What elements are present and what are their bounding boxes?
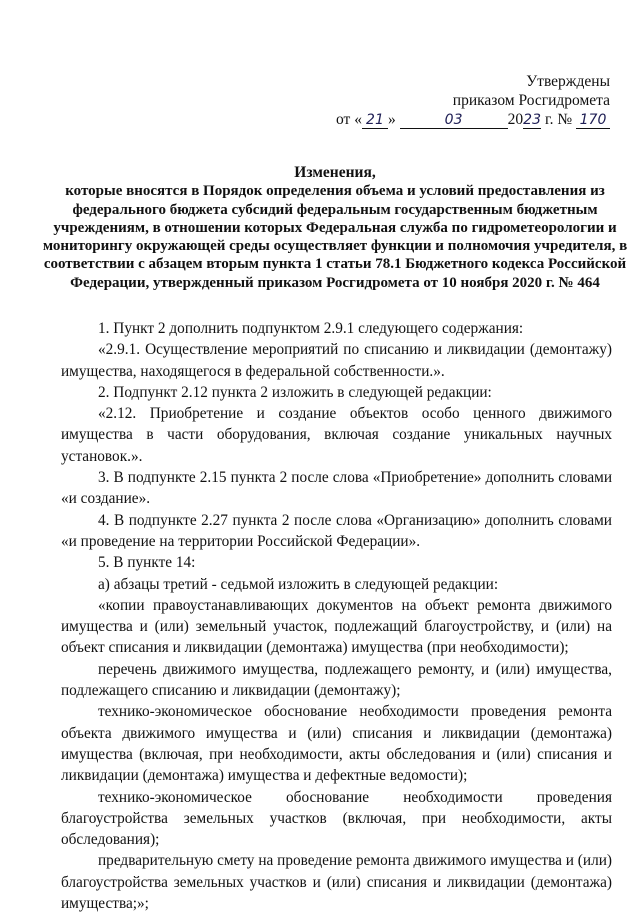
paragraph: а) абзацы третий - седьмой изложить в следующей редакции: [98,575,499,593]
paragraph: «копии правоустанавливающих документов на объект ремонта движимого имущества и (или) земельный участок, подлежащий благоустройству, и (или) на объект списания и ликвидации (демонтажа) имущества (при необходимости); [61,596,612,657]
approval-day: 21 [362,113,388,129]
paragraph: 2. Подпункт 2.12 пункта 2 изложить в следующей редакции: [98,383,492,401]
paragraph: предварительную смету на проведение ремонта движимого имущества и (или) благоустройства земельных участков и (или) списания и ликвидации (демонтажа) имущества;»; [61,852,612,913]
paragraph: «2.9.1. Осуществление мероприятий по списанию и ликвидации (демонтажу) имущества, находящегося в федеральной собственности.». [61,341,612,380]
paragraph: 3. В подпункте 2.15 пункта 2 после слова «Приобретение» дополнить словами «и создание». [61,469,612,508]
title-body: которые вносятся в Порядок определения объема и условий предоставления из федерального бюджета субсидий федеральным государственным бюджетным учреждениям, в отношении которых Федеральная служба по гидрометеорологии и мониторингу окружающей среды осуществляет функции и полномочия учредителя, в соответствии с абзацем вторым пункта 1 статьи 78.1 Бюджетного кодекса Российской Федерации, утвержденный приказом Росгидромета от 10 ноября 2020 г. № 464 [42,183,628,291]
document-title [40,164,630,292]
approval-number: 170 [576,113,610,129]
approval-line-order: приказом Росгидромета [452,92,610,109]
approval-year-prefix: 20 [507,111,524,128]
document-body [61,318,612,914]
paragraph: 1. Пункт 2 дополнить подпунктом 2.9.1 следующего содержания: [98,320,524,337]
paragraph: технико-экономическое обоснование необходимости проведения ремонта объекта движимого имущества и (или) списания и ликвидации (демонтажа) имущества (включая, при необходимости, акты обследования и (или) списания и ликвидации (демонтажа) имущества и дефектные ведомости); [61,703,612,785]
approval-date-number [330,110,610,129]
paragraph: технико-экономическое обоснование необходимости проведения благоустройства земельных участков (включая, при необходимости, акты обследования); [61,788,612,849]
approval-from: от « [336,111,362,128]
title-heading: Изменения, [294,164,376,181]
approval-month: 03 [400,113,508,129]
paragraph: «2.12. Приобретение и создание объектов особо ценного движимого имущества в части оборудования, включая создание уникальных научных установок.». [61,405,612,465]
paragraph: перечень движимого имущества, подлежащего ремонту, и (или) имущества, подлежащего списанию и ликвидации (демонтажу); [61,660,612,700]
paragraph: 5. В пункте 14: [98,554,196,572]
approval-block [330,72,610,129]
approval-line-approved: Утверждены [526,73,610,90]
approval-close-quote: » [387,111,396,128]
paragraph: 4. В подпункте 2.27 пункта 2 после слова «Организацию» дополнить словами «и проведение на территории Российской Федерации». [61,511,612,550]
approval-year-suffix: 23 [523,112,541,128]
approval-year-tail: г. № [541,111,573,128]
